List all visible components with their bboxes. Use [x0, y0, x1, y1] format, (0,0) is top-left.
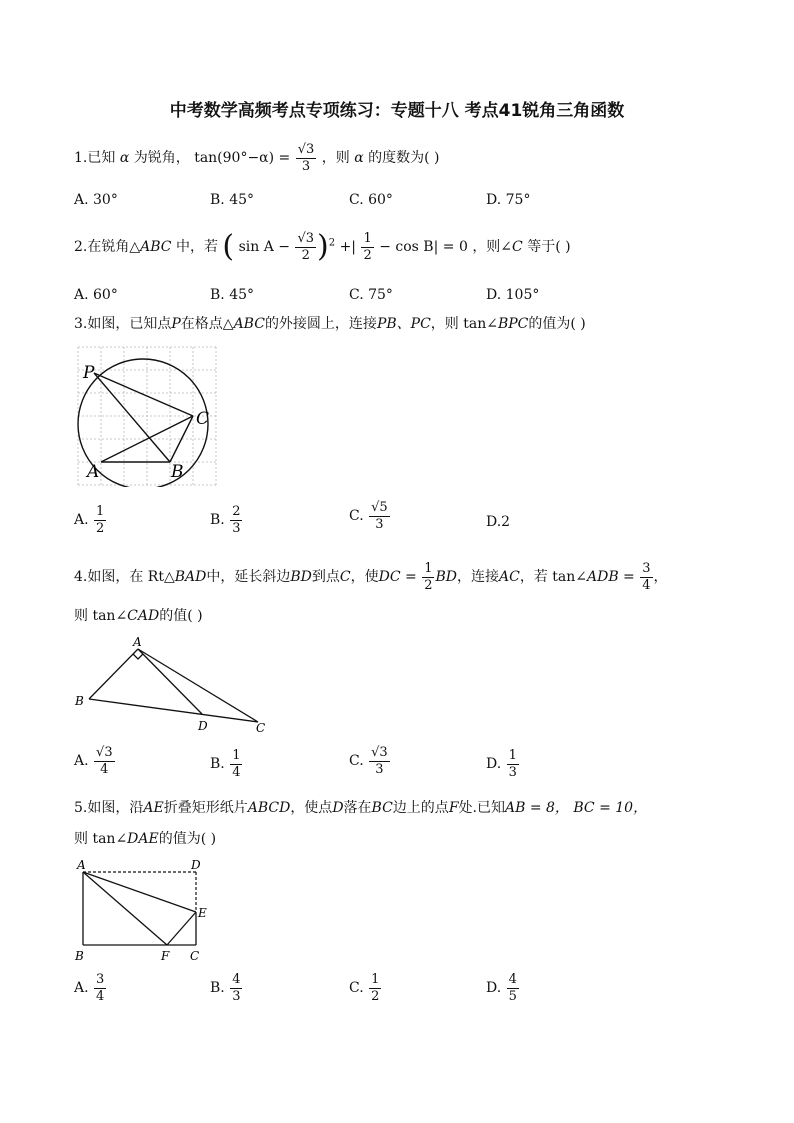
q4-option-a[interactable]: A. $\frac{√3}{4}$ [74, 745, 113, 777]
svg-text:B: B [75, 949, 84, 963]
q4-figure [70, 633, 275, 738]
q5-option-c[interactable]: C. $\frac{1}{2}$ [349, 972, 380, 1004]
q1-option-a[interactable]: A. 30° [74, 192, 118, 208]
svg-text:A: A [77, 858, 86, 872]
q5-figure [70, 856, 220, 964]
q2-option-d[interactable]: D. 105° [486, 287, 540, 303]
q5-option-d[interactable]: D. $\frac{4}{5}$ [486, 972, 517, 1004]
q1-option-b[interactable]: B. 45° [210, 192, 255, 208]
question-3: 3.如图，已知点P在格点△ABC的外接圆上，连接PB、PC，则 tan∠BPC的值为( ) [74, 316, 586, 332]
question-5-line-2: 则 tan∠DAE的值为( ) [74, 831, 217, 847]
q3-label-b: B [171, 462, 184, 482]
svg-text:E: E [198, 906, 207, 920]
question-2: 2.在锐角△ABC 中，若 ( sin A − $\frac{√3}{2}$ )$^2$ +| $\frac{1}{2}$ − cos B| = 0 ，则∠C 等于( ) [74, 229, 571, 265]
q3-option-a[interactable]: A. $\frac{1}{2}$ [74, 504, 105, 536]
q3-label-p: P [83, 363, 95, 383]
svg-text:F: F [161, 949, 170, 963]
q3-figure [76, 345, 222, 487]
q2-sin-fraction: $\frac{√3}{2}$ [297, 231, 315, 263]
q5-option-a[interactable]: A. $\frac{3}{4}$ [74, 972, 105, 1004]
q4-option-c[interactable]: C. $\frac{√3}{3}$ [349, 745, 388, 777]
svg-text:A: A [133, 635, 142, 649]
question-4: 4.如图，在 Rt△BAD中，延长斜边BD到点C，使DC = $\frac{1}{2}$ BD，连接AC，若 tan∠ADB = $\frac{3}{4}$ ， [74, 561, 668, 593]
q1-option-d[interactable]: D. 75° [486, 192, 531, 208]
q3-label-c: C [196, 409, 210, 429]
svg-text:D: D [198, 719, 208, 733]
q4-option-b[interactable]: B. $\frac{1}{4}$ [210, 748, 241, 780]
page-title: 中考数学高频考点专项练习：专题十八 考点41锐角三角函数 [169, 101, 625, 121]
q1-option-c[interactable]: C. 60° [349, 192, 393, 208]
svg-text:C: C [190, 949, 200, 963]
question-1: 1.已知 α 为锐角， tan(90°−α) = $\frac{√3}{3}$ ，则 α 的度数为( ) [74, 142, 440, 174]
q3-option-b[interactable]: B. $\frac{2}{3}$ [210, 504, 241, 536]
q2-option-c[interactable]: C. 75° [349, 287, 393, 303]
svg-text:D: D [191, 858, 201, 872]
q3-option-d[interactable]: D.2 [486, 514, 511, 530]
svg-text:C: C [256, 721, 266, 735]
q1-fraction: $\frac{√3}{3}$ [297, 142, 315, 174]
svg-text:B: B [75, 694, 84, 708]
q2-option-a[interactable]: A. 60° [74, 287, 118, 303]
q4-option-d[interactable]: D. $\frac{1}{3}$ [486, 748, 517, 780]
q2-option-b[interactable]: B. 45° [210, 287, 255, 303]
q2-half-fraction: $\frac{1}{2}$ [363, 231, 372, 263]
q3-option-c[interactable]: C. $\frac{√5}{3}$ [349, 500, 388, 532]
question-4-line-2: 则 tan∠CAD的值( ) [74, 608, 203, 624]
question-5: 5.如图，沿AE折叠矩形纸片ABCD，使点D落在BC边上的点F处.已知AB = 8， BC = 10， [74, 800, 648, 816]
q3-label-a: A [87, 462, 100, 482]
q5-option-b[interactable]: B. $\frac{4}{3}$ [210, 972, 241, 1004]
